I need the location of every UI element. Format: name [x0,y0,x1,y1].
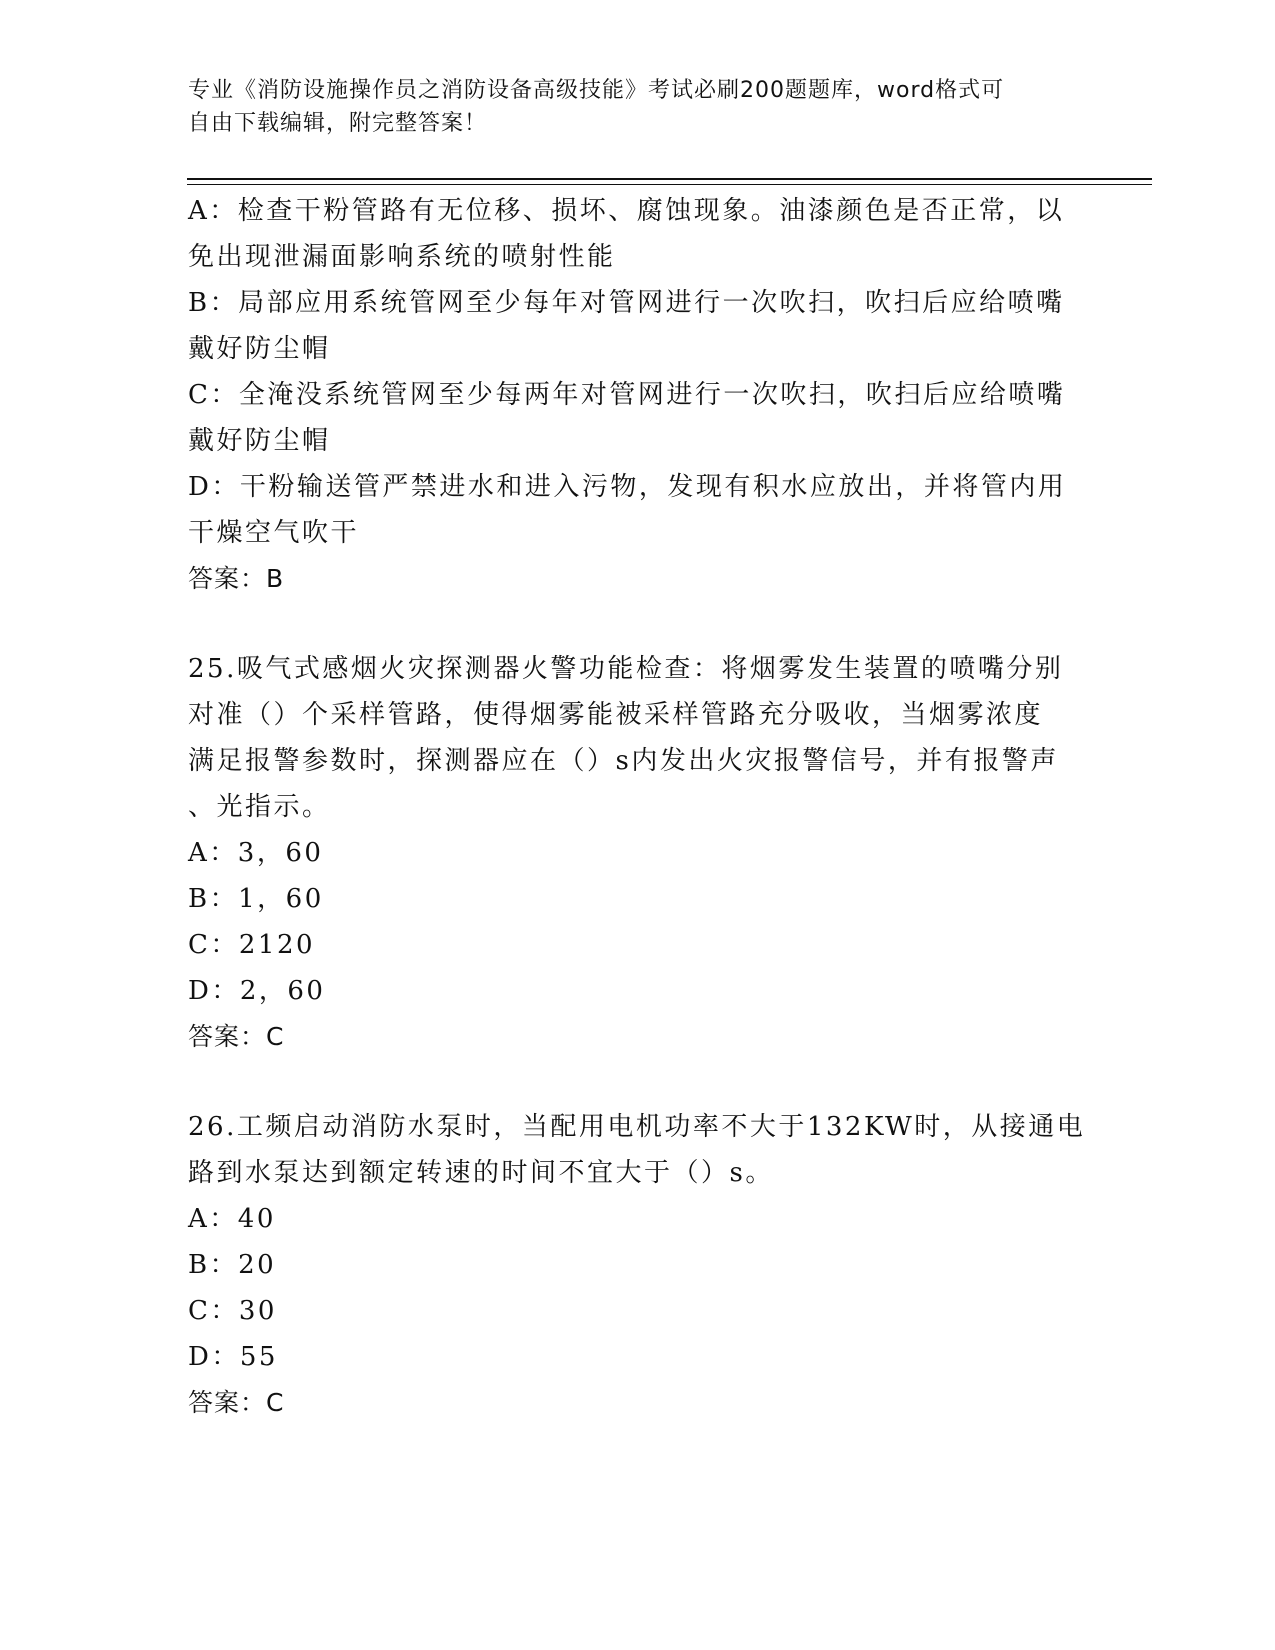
option-a [188,188,1088,280]
option-b-line-1: B：局部应用系统管网至少每年对管网进行一次吹扫，吹扫后应给喷嘴 [188,288,1065,318]
option-a-line-2: 免出现泄漏面影响系统的喷射性能 [188,242,616,272]
question-stem-line-2: 对准（）个采样管路，使得烟雾能被采样管路充分吸收，当烟雾浓度 [188,700,1044,730]
header-divider-thin [187,184,1152,185]
option-c-line-2: 戴好防尘帽 [188,426,331,456]
option-a: A：40 [188,1204,276,1234]
option-d: D：2，60 [188,976,326,1006]
option-c: C：30 [188,1296,277,1326]
answer-label: 答案：C [188,1388,285,1417]
question-stem-line-3: 满足报警参数时，探测器应在（）s内发出火灾报警信号，并有报警声 [188,746,1059,776]
question-spacer [188,1060,1088,1104]
option-b [188,280,1088,372]
option-c-line-1: C：全淹没系统管网至少每两年对管网进行一次吹扫，吹扫后应给喷嘴 [188,380,1066,410]
option-d-line-2: 干燥空气吹干 [188,518,360,548]
question-stem-line-1: 25.吸气式感烟火灾探测器火警功能检查：将烟雾发生装置的喷嘴分别 [188,654,1064,684]
question-26 [188,1104,1088,1426]
option-d-line-1: D：干粉输送管严禁进水和进入污物，发现有积水应放出，并将管内用 [188,472,1067,502]
option-c: C：2120 [188,930,316,960]
header-divider-thick [187,178,1152,180]
option-b: B：20 [188,1250,277,1280]
question-stem-line-4: 、光指示。 [188,792,331,822]
question-content [188,188,1088,1426]
header-title-line-1: 专业《消防设施操作员之消防设备高级技能》考试必刷200题题库，word格式可 [188,78,1005,103]
question-stem-line-2: 路到水泵达到额定转速的时间不宜大于（）s。 [188,1158,774,1188]
question-24-tail [188,188,1088,602]
question-spacer [188,602,1088,646]
answer-label: 答案：C [188,1022,285,1051]
option-d [188,464,1088,556]
header-title-line-2: 自由下载编辑，附完整答案！ [188,111,488,136]
option-a-line-1: A：检查干粉管路有无位移、损坏、腐蚀现象。油漆颜色是否正常，以 [188,196,1065,226]
option-d: D：55 [188,1342,278,1372]
document-header [188,74,1068,140]
answer-label: 答案：B [188,564,285,593]
question-25 [188,646,1088,1060]
option-b-line-2: 戴好防尘帽 [188,334,331,364]
question-stem-line-1: 26.工频启动消防水泵时，当配用电机功率不大于132KW时，从接通电 [188,1112,1086,1142]
option-b: B：1，60 [188,884,324,914]
option-c [188,372,1088,464]
option-a: A：3，60 [188,838,324,868]
